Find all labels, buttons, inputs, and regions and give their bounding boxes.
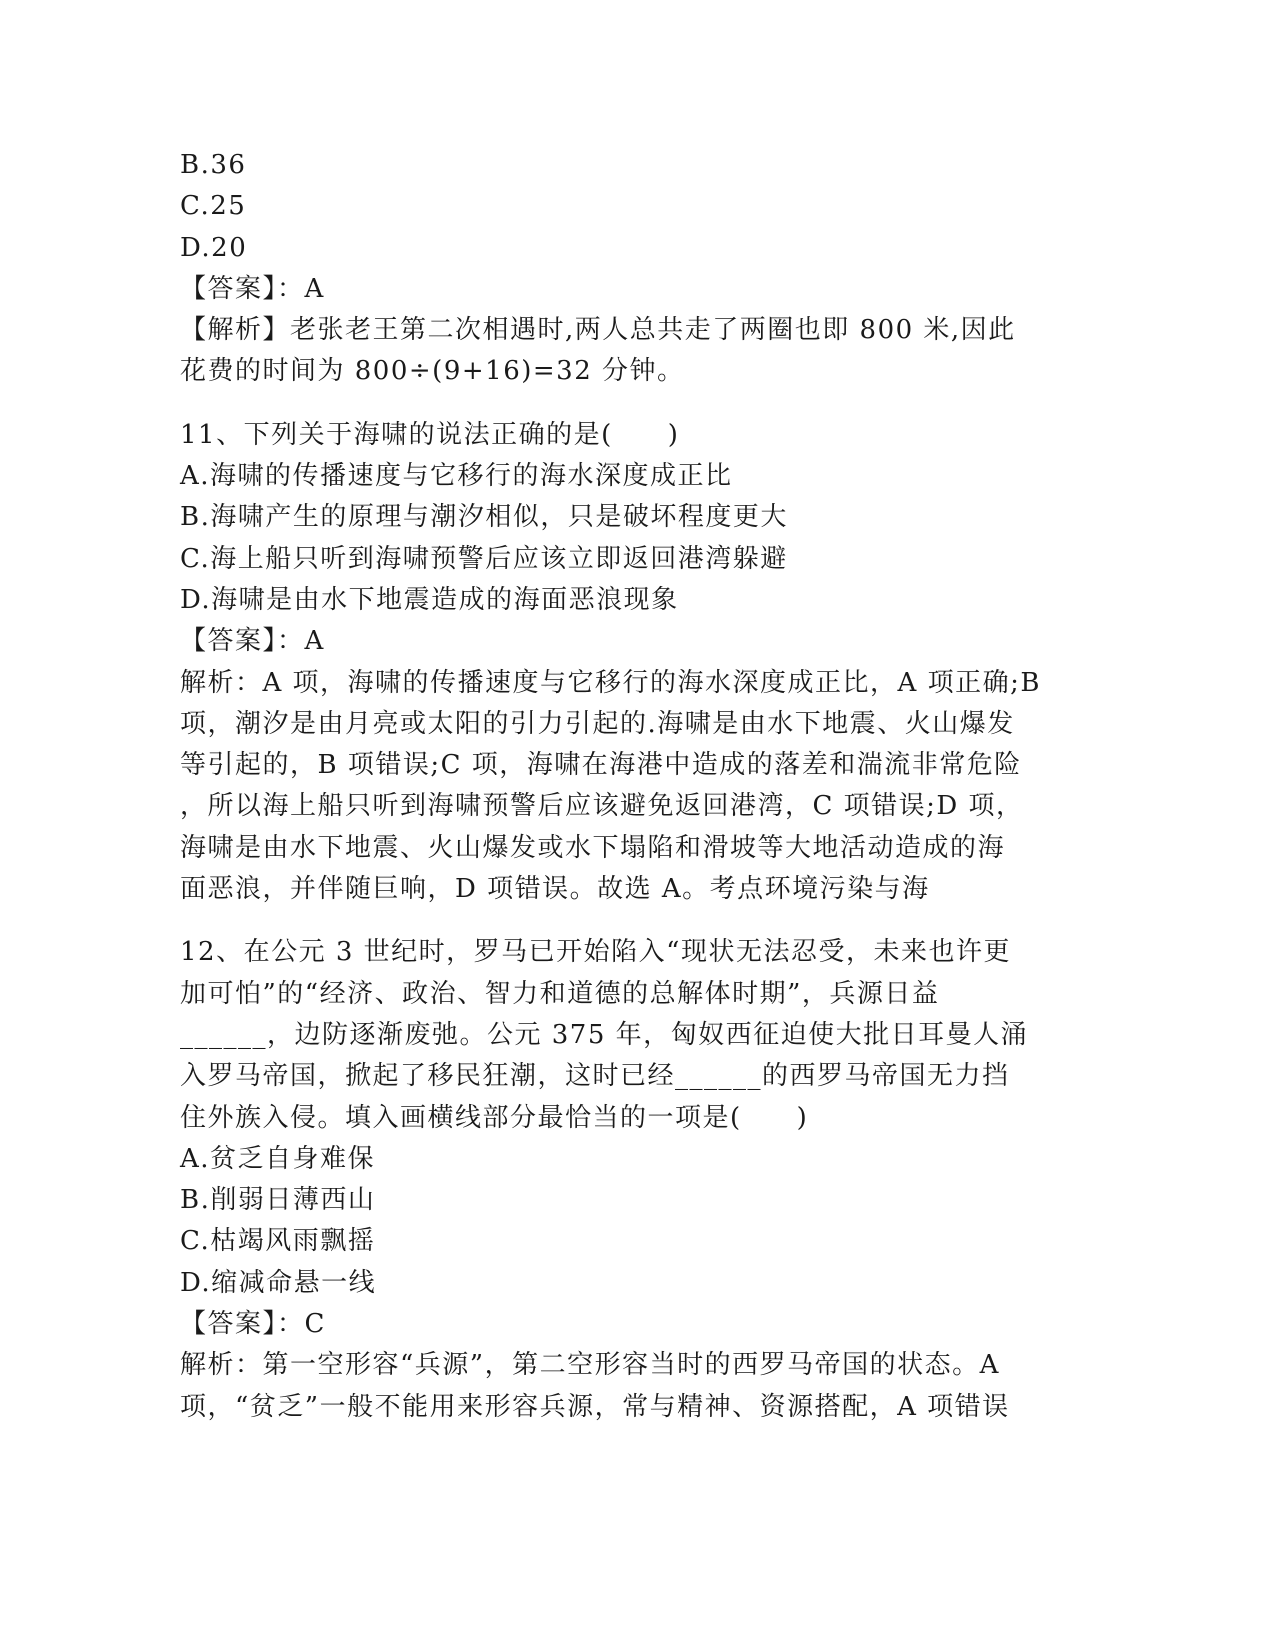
option-d: D.海啸是由水下地震造成的海面恶浪现象 — [180, 584, 679, 615]
answer-line: 【答案】：A — [180, 626, 325, 657]
document-page — [180, 145, 1080, 1428]
question-stem: ______，边防逐渐废弛。公元 375 年，匈奴西征迫使大批日耳曼人涌 — [180, 1019, 1029, 1050]
option-a: A.海啸的传播速度与它移行的海水深度成正比 — [180, 461, 733, 492]
analysis-line: ，所以海上船只听到海啸预警后应该避免返回港湾，C 项错误;D 项， — [180, 791, 1024, 822]
option-c: C.枯竭风雨飘摇 — [180, 1226, 376, 1257]
analysis-line: 花费的时间为 800÷(9+16)=32 分钟。 — [180, 356, 685, 387]
option-b: B.削弱日薄西山 — [180, 1185, 376, 1216]
question-11-block — [180, 415, 1080, 911]
analysis-line: 面恶浪，并伴随巨响，D 项错误。故选 A。考点环境污染与海 — [180, 874, 930, 905]
question-stem: 入罗马帝国，掀起了移民狂潮，这时已经______的西罗马帝国无力挡 — [180, 1061, 1010, 1092]
analysis-line: 项，潮汐是由月亮或太阳的引力引起的.海啸是由水下地震、火山爆发 — [180, 708, 1015, 739]
analysis-line: 等引起的，B 项错误;C 项，海啸在海港中造成的落差和湍流非常危险 — [180, 750, 1022, 781]
option-b: B.36 — [180, 150, 247, 180]
analysis-line: 解析：第一空形容“兵源”，第二空形容当时的西罗马帝国的状态。A — [180, 1350, 1000, 1381]
option-c: C.25 — [180, 191, 247, 222]
analysis-line: 【解析】老张老王第二次相遇时,两人总共走了两圈也即 800 米,因此 — [180, 315, 1016, 346]
answer-line: 【答案】：C — [180, 1309, 326, 1340]
previous-question-block — [180, 145, 1080, 393]
option-a: A.贫乏自身难保 — [180, 1143, 376, 1174]
question-stem: 11、下列关于海啸的说法正确的是( ) — [180, 419, 680, 450]
option-c: C.海上船只听到海啸预警后应该立即返回港湾躲避 — [180, 543, 788, 574]
option-b: B.海啸产生的原理与潮汐相似，只是破坏程度更大 — [180, 502, 788, 533]
analysis-line: 解析：A 项，海啸的传播速度与它移行的海水深度成正比，A 项正确;B — [180, 667, 1041, 698]
question-stem: 住外族入侵。填入画横线部分最恰当的一项是( ) — [180, 1102, 809, 1133]
option-d: D.缩减命悬一线 — [180, 1267, 377, 1298]
option-d: D.20 — [180, 232, 248, 263]
analysis-line: 海啸是由水下地震、火山爆发或水下塌陷和滑坡等大地活动造成的海 — [180, 832, 1006, 863]
question-12-block — [180, 932, 1080, 1428]
answer-line: 【答案】：A — [180, 273, 325, 304]
question-stem: 加可怕”的“经济、政治、智力和道德的总解体时期”，兵源日益 — [180, 978, 940, 1009]
analysis-line: 项，“贫乏”一般不能用来形容兵源，常与精神、资源搭配，A 项错误 — [180, 1391, 1010, 1422]
question-stem: 12、在公元 3 世纪时，罗马已开始陷入“现状无法忍受，未来也许更 — [180, 937, 1011, 968]
